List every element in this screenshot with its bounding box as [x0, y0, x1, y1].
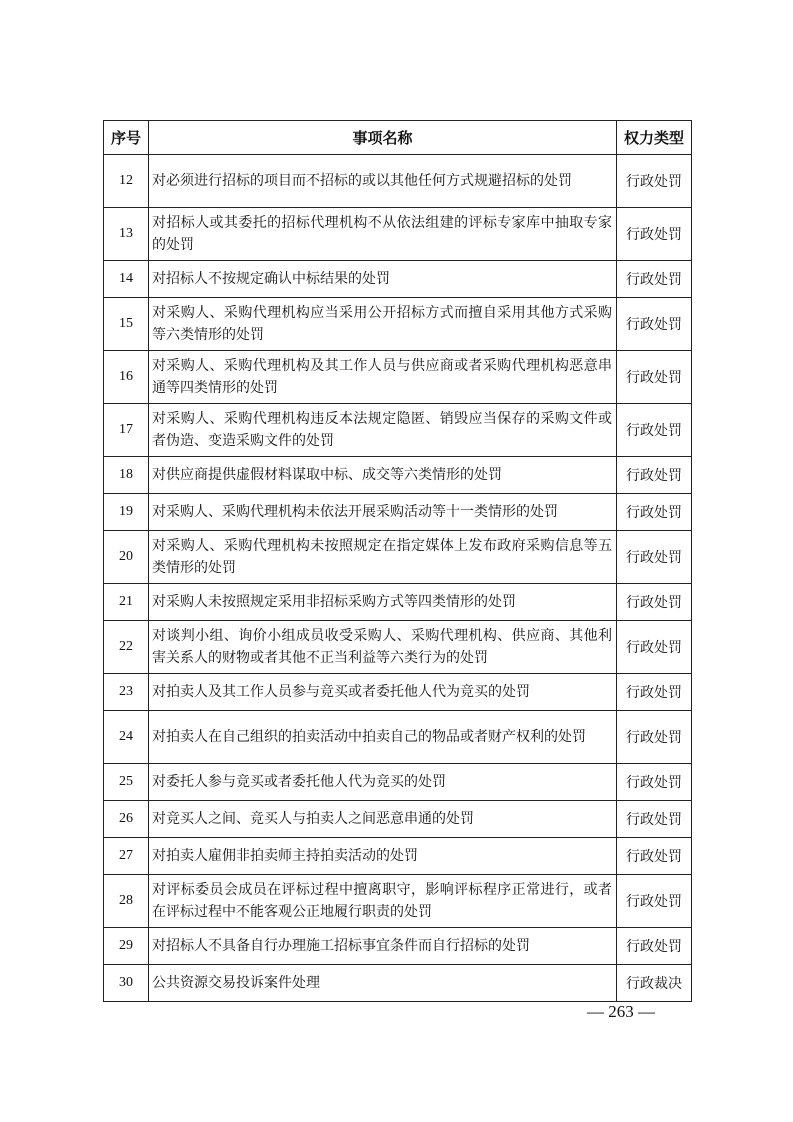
row-type: 行政处罚 — [617, 457, 692, 494]
row-type: 行政处罚 — [617, 531, 692, 584]
table-row — [104, 764, 692, 801]
row-type: 行政裁决 — [617, 965, 692, 1002]
row-type: 行政处罚 — [617, 298, 692, 351]
row-name: 公共资源交易投诉案件处理 — [149, 965, 617, 1002]
row-name: 对招标人不按规定确认中标结果的处罚 — [149, 261, 617, 298]
row-type: 行政处罚 — [617, 351, 692, 404]
row-type: 行政处罚 — [617, 404, 692, 457]
row-name: 对必须进行招标的项目而不招标的或以其他任何方式规避招标的处罚 — [149, 155, 617, 208]
power-list-table — [103, 120, 692, 1002]
row-name: 对采购人、采购代理机构应当采用公开招标方式而擅自采用其他方式采购等六类情形的处罚 — [149, 298, 617, 351]
row-type: 行政处罚 — [617, 838, 692, 875]
table-row — [104, 208, 692, 261]
row-index: 21 — [104, 584, 149, 621]
page-number: — 263 — — [587, 1002, 655, 1021]
row-type: 行政处罚 — [617, 261, 692, 298]
row-index: 22 — [104, 621, 149, 674]
row-type: 行政处罚 — [617, 208, 692, 261]
row-type: 行政处罚 — [617, 584, 692, 621]
row-index: 20 — [104, 531, 149, 584]
row-index: 17 — [104, 404, 149, 457]
table-row — [104, 711, 692, 764]
row-index: 26 — [104, 801, 149, 838]
row-name: 对采购人、采购代理机构未按照规定在指定媒体上发布政府采购信息等五类情形的处罚 — [149, 531, 617, 584]
row-name: 对采购人未按照规定采用非招标采购方式等四类情形的处罚 — [149, 584, 617, 621]
row-type: 行政处罚 — [617, 928, 692, 965]
table-row — [104, 494, 692, 531]
header-type: 权力类型 — [617, 121, 692, 155]
row-index: 24 — [104, 711, 149, 764]
table-row — [104, 351, 692, 404]
row-name: 对拍卖人在自己组织的拍卖活动中拍卖自己的物品或者财产权利的处罚 — [149, 711, 617, 764]
row-type: 行政处罚 — [617, 674, 692, 711]
table-row — [104, 801, 692, 838]
row-type: 行政处罚 — [617, 155, 692, 208]
table-row — [104, 457, 692, 494]
table-row — [104, 584, 692, 621]
table-header-row — [104, 121, 692, 155]
row-name: 对采购人、采购代理机构违反本法规定隐匿、销毁应当保存的采购文件或者伪造、变造采购文件的处罚 — [149, 404, 617, 457]
table-row — [104, 838, 692, 875]
row-index: 19 — [104, 494, 149, 531]
row-name: 对供应商提供虚假材料谋取中标、成交等六类情形的处罚 — [149, 457, 617, 494]
row-name: 对委托人参与竞买或者委托他人代为竞买的处罚 — [149, 764, 617, 801]
row-index: 23 — [104, 674, 149, 711]
row-name: 对竞买人之间、竞买人与拍卖人之间恶意串通的处罚 — [149, 801, 617, 838]
row-index: 18 — [104, 457, 149, 494]
row-index: 13 — [104, 208, 149, 261]
table-row — [104, 674, 692, 711]
table-row — [104, 404, 692, 457]
row-name: 对谈判小组、询价小组成员收受采购人、采购代理机构、供应商、其他利害关系人的财物或者其他不正当利益等六类行为的处罚 — [149, 621, 617, 674]
row-name: 对采购人、采购代理机构未依法开展采购活动等十一类情形的处罚 — [149, 494, 617, 531]
table-row — [104, 965, 692, 1002]
row-name: 对招标人不具备自行办理施工招标事宜条件而自行招标的处罚 — [149, 928, 617, 965]
row-type: 行政处罚 — [617, 621, 692, 674]
row-type: 行政处罚 — [617, 801, 692, 838]
row-index: 25 — [104, 764, 149, 801]
header-name: 事项名称 — [149, 121, 617, 155]
row-name: 对招标人或其委托的招标代理机构不从依法组建的评标专家库中抽取专家的处罚 — [149, 208, 617, 261]
row-index: 29 — [104, 928, 149, 965]
row-type: 行政处罚 — [617, 494, 692, 531]
row-index: 12 — [104, 155, 149, 208]
row-type: 行政处罚 — [617, 764, 692, 801]
row-index: 28 — [104, 875, 149, 928]
table-row — [104, 928, 692, 965]
row-name: 对评标委员会成员在评标过程中擅离职守，影响评标程序正常进行，或者在评标过程中不能客观公正地履行职责的处罚 — [149, 875, 617, 928]
row-name: 对拍卖人雇佣非拍卖师主持拍卖活动的处罚 — [149, 838, 617, 875]
row-name: 对拍卖人及其工作人员参与竞买或者委托他人代为竞买的处罚 — [149, 674, 617, 711]
row-index: 16 — [104, 351, 149, 404]
table-row — [104, 621, 692, 674]
row-type: 行政处罚 — [617, 875, 692, 928]
row-name: 对采购人、采购代理机构及其工作人员与供应商或者采购代理机构恶意串通等四类情形的处罚 — [149, 351, 617, 404]
table-row — [104, 298, 692, 351]
header-index: 序号 — [104, 121, 149, 155]
row-index: 15 — [104, 298, 149, 351]
table-row — [104, 875, 692, 928]
row-index: 30 — [104, 965, 149, 1002]
table-row — [104, 155, 692, 208]
table-row — [104, 531, 692, 584]
row-index: 14 — [104, 261, 149, 298]
row-index: 27 — [104, 838, 149, 875]
table-row — [104, 261, 692, 298]
row-type: 行政处罚 — [617, 711, 692, 764]
